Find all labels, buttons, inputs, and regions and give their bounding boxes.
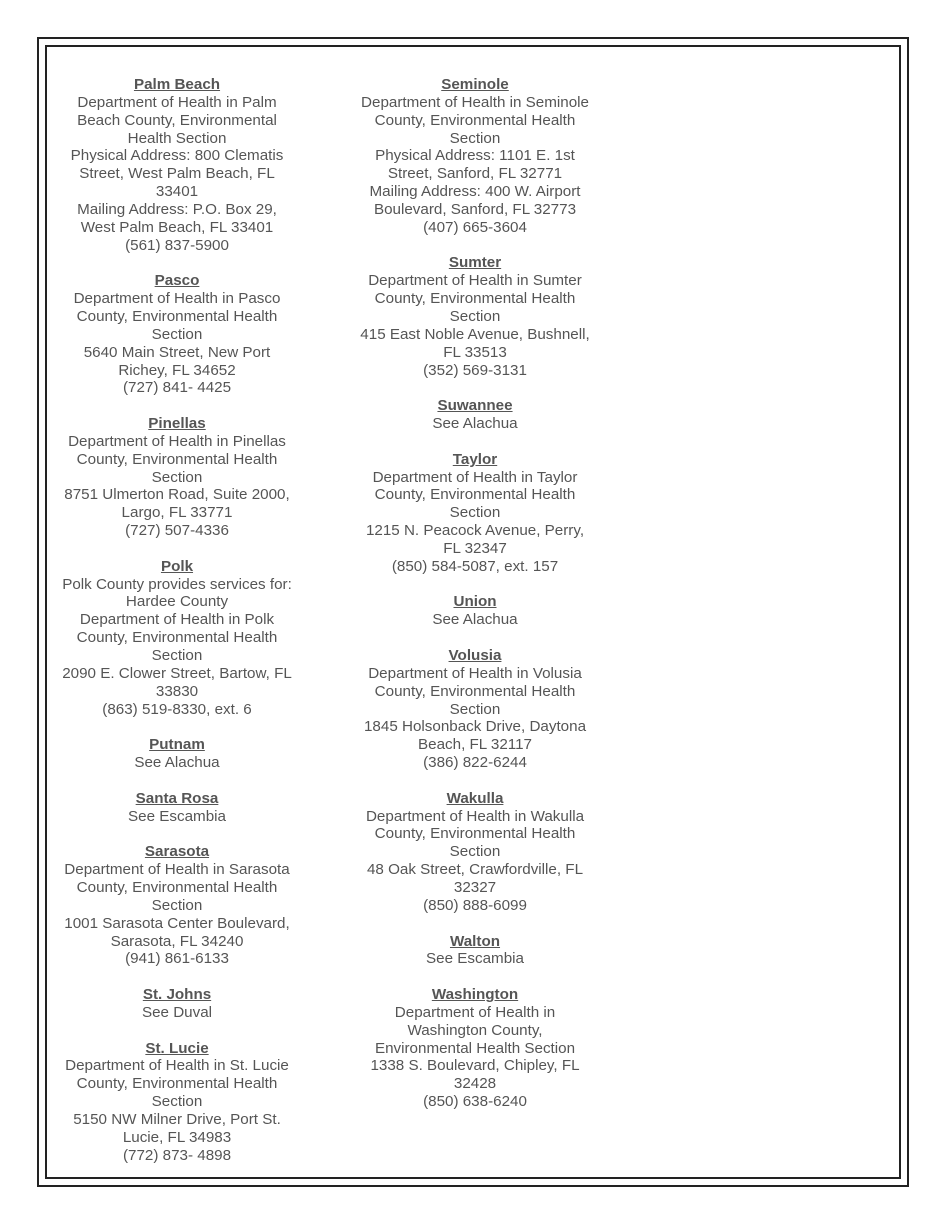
county-detail-line: Street, West Palm Beach, FL bbox=[79, 165, 275, 183]
county-detail-line: (386) 822-6244 bbox=[423, 754, 527, 772]
county-detail-line: (941) 861-6133 bbox=[125, 950, 229, 968]
county-entry-sumter bbox=[350, 254, 600, 379]
county-detail-line: Largo, FL 33771 bbox=[121, 504, 233, 522]
county-detail-line: Richey, FL 34652 bbox=[118, 361, 236, 379]
county-detail-line: Section bbox=[151, 1093, 203, 1111]
county-detail-line: (850) 584-5087, ext. 157 bbox=[391, 557, 559, 575]
county-detail-line: (727) 841- 4425 bbox=[122, 379, 232, 397]
county-entry-pasco bbox=[52, 272, 302, 397]
county-detail-line: Department of Health in Pasco bbox=[73, 290, 281, 308]
county-detail-line: Section bbox=[449, 504, 501, 522]
county-detail-line: (727) 507-4336 bbox=[125, 522, 229, 540]
county-detail-line: County, Environmental Health bbox=[76, 878, 278, 896]
left-column bbox=[52, 76, 302, 1182]
county-detail-line: See Escambia bbox=[426, 950, 524, 968]
county-detail-line: Section bbox=[151, 896, 203, 914]
county-entry-union bbox=[350, 593, 600, 629]
county-detail-line: West Palm Beach, FL 33401 bbox=[80, 218, 274, 236]
county-name: Santa Rosa bbox=[135, 789, 219, 807]
county-entry-santa-rosa bbox=[52, 790, 302, 826]
county-detail-line: County, Environmental Health bbox=[374, 290, 576, 308]
county-name: Palm Beach bbox=[133, 76, 221, 93]
county-detail-line: Physical Address: 1101 E. 1st bbox=[375, 147, 575, 165]
county-detail-line: County, Environmental Health bbox=[374, 486, 576, 504]
county-detail-line: Department of Health in Pinellas bbox=[68, 432, 286, 450]
county-detail-line: Department of Health in Volusia bbox=[368, 664, 582, 682]
county-detail-line: (352) 569-3131 bbox=[423, 361, 527, 379]
county-detail-line: Section bbox=[151, 647, 203, 664]
county-entry-taylor bbox=[350, 451, 600, 576]
county-name: St. Johns bbox=[142, 986, 212, 1004]
county-detail-line: 5640 Main Street, New Port bbox=[83, 343, 271, 361]
county-detail-line: Sarasota, FL 34240 bbox=[110, 932, 244, 950]
county-detail-line: County, Environmental Health bbox=[374, 682, 576, 700]
county-name: Sarasota bbox=[144, 843, 210, 861]
county-detail-line: (850) 638-6240 bbox=[423, 1093, 527, 1111]
county-detail-line: 2090 E. Clower Street, Bartow, FL bbox=[62, 664, 292, 682]
county-detail-line: Street, Sanford, FL 32771 bbox=[387, 165, 563, 183]
county-name: Sumter bbox=[448, 254, 502, 272]
county-entry-st-johns bbox=[52, 986, 302, 1022]
county-detail-line: 33401 bbox=[155, 183, 199, 201]
county-detail-line: Section bbox=[449, 700, 501, 718]
county-entry-pinellas bbox=[52, 415, 302, 540]
county-detail-line: Mailing Address: P.O. Box 29, bbox=[77, 200, 277, 218]
county-detail-line: Washington County, bbox=[407, 1021, 543, 1039]
county-detail-line: (772) 873- 4898 bbox=[122, 1146, 232, 1164]
county-detail-line: 1845 Holsonback Drive, Daytona bbox=[363, 718, 587, 736]
right-column bbox=[350, 76, 600, 1129]
county-name: Washington bbox=[431, 986, 519, 1004]
county-name: Wakulla bbox=[446, 789, 504, 807]
county-detail-line: Section bbox=[449, 843, 501, 861]
county-detail-line: Section bbox=[151, 325, 203, 343]
county-detail-line: 415 East Noble Avenue, Bushnell, bbox=[360, 325, 590, 343]
county-detail-line: Department of Health in Wakulla bbox=[365, 807, 585, 825]
county-name: Putnam bbox=[149, 736, 205, 754]
county-entry-washington bbox=[350, 986, 600, 1111]
county-name: Pasco bbox=[154, 272, 200, 290]
county-detail-line: (850) 888-6099 bbox=[423, 896, 527, 914]
county-detail-line: Department of Health in Sarasota bbox=[64, 861, 290, 879]
county-detail-line: (561) 837-5900 bbox=[125, 236, 229, 254]
county-name: Pinellas bbox=[148, 415, 206, 433]
county-detail-line: County, Environmental Health bbox=[374, 825, 576, 843]
county-detail-line: Environmental Health Section bbox=[374, 1039, 576, 1057]
county-entry-palm-beach bbox=[52, 76, 302, 254]
county-detail-line: Department of Health in bbox=[394, 1003, 556, 1021]
county-detail-line: 8751 Ulmerton Road, Suite 2000, bbox=[64, 486, 290, 504]
county-entry-volusia bbox=[350, 647, 600, 772]
county-detail-line: See Escambia bbox=[128, 807, 226, 825]
county-detail-line: (407) 665-3604 bbox=[423, 218, 527, 236]
county-entry-wakulla bbox=[350, 790, 600, 915]
county-detail-line: County, Environmental Health bbox=[76, 1075, 278, 1093]
county-detail-line: FL 33513 bbox=[443, 343, 507, 361]
county-name: Taylor bbox=[452, 450, 498, 468]
county-entry-walton bbox=[350, 933, 600, 969]
county-detail-line: County, Environmental Health bbox=[76, 629, 278, 647]
county-detail-line: Department of Health in Palm bbox=[77, 93, 277, 111]
county-entry-sarasota bbox=[52, 843, 302, 968]
county-detail-line: Department of Health in Polk bbox=[79, 611, 275, 629]
county-entry-seminole bbox=[350, 76, 600, 237]
county-detail-line: (863) 519-8330, ext. 6 bbox=[102, 700, 252, 718]
county-detail-line: 5150 NW Milner Drive, Port St. bbox=[73, 1110, 281, 1128]
county-name: Polk bbox=[160, 557, 194, 575]
county-detail-line: See Alachua bbox=[432, 611, 518, 629]
county-detail-line: Mailing Address: 400 W. Airport bbox=[369, 183, 581, 201]
county-name: Union bbox=[453, 593, 497, 611]
county-detail-line: Beach County, Environmental bbox=[77, 111, 277, 129]
county-name: St. Lucie bbox=[145, 1039, 209, 1057]
county-detail-line: County, Environmental Health bbox=[76, 307, 278, 325]
county-detail-line: Health Section bbox=[127, 129, 227, 147]
county-detail-line: 32327 bbox=[453, 878, 497, 896]
county-detail-line: Department of Health in Sumter bbox=[368, 272, 582, 290]
county-entry-st-lucie bbox=[52, 1040, 302, 1165]
county-detail-line: See Duval bbox=[141, 1003, 213, 1021]
county-detail-line: 33830 bbox=[155, 682, 199, 700]
county-detail-line: Physical Address: 800 Clematis bbox=[70, 147, 284, 165]
county-detail-line: See Alachua bbox=[134, 754, 220, 772]
county-name: Suwannee bbox=[437, 397, 513, 415]
county-detail-line: Section bbox=[151, 468, 203, 486]
county-detail-line: 32428 bbox=[453, 1075, 497, 1093]
county-detail-line: Department of Health in Seminole bbox=[361, 93, 589, 111]
county-detail-line: County, Environmental Health bbox=[76, 450, 278, 468]
county-entry-putnam bbox=[52, 736, 302, 772]
county-name: Seminole bbox=[441, 76, 509, 93]
county-detail-line: Section bbox=[449, 129, 501, 147]
county-entry-polk bbox=[52, 558, 302, 719]
county-detail-line: Department of Health in St. Lucie bbox=[65, 1057, 289, 1075]
county-detail-line: 1338 S. Boulevard, Chipley, FL bbox=[370, 1057, 580, 1075]
county-detail-line: Polk County provides services for: bbox=[62, 575, 292, 593]
county-detail-line: 48 Oak Street, Crawfordville, FL bbox=[366, 861, 584, 879]
county-detail-line: See Alachua bbox=[432, 415, 518, 433]
county-name: Volusia bbox=[448, 647, 502, 664]
county-detail-line: Lucie, FL 34983 bbox=[122, 1128, 232, 1146]
county-entry-suwannee bbox=[350, 397, 600, 433]
county-detail-line: Beach, FL 32117 bbox=[418, 736, 532, 754]
county-detail-line: 1001 Sarasota Center Boulevard, bbox=[64, 914, 290, 932]
county-detail-line: Boulevard, Sanford, FL 32773 bbox=[373, 200, 577, 218]
county-name: Walton bbox=[449, 932, 501, 950]
county-detail-line: FL 32347 bbox=[443, 539, 507, 557]
county-detail-line: Hardee County bbox=[125, 593, 229, 611]
county-detail-line: Department of Health in Taylor bbox=[372, 468, 578, 486]
county-detail-line: County, Environmental Health bbox=[374, 111, 576, 129]
county-detail-line: 1215 N. Peacock Avenue, Perry, bbox=[365, 522, 585, 540]
county-detail-line: Section bbox=[449, 307, 501, 325]
